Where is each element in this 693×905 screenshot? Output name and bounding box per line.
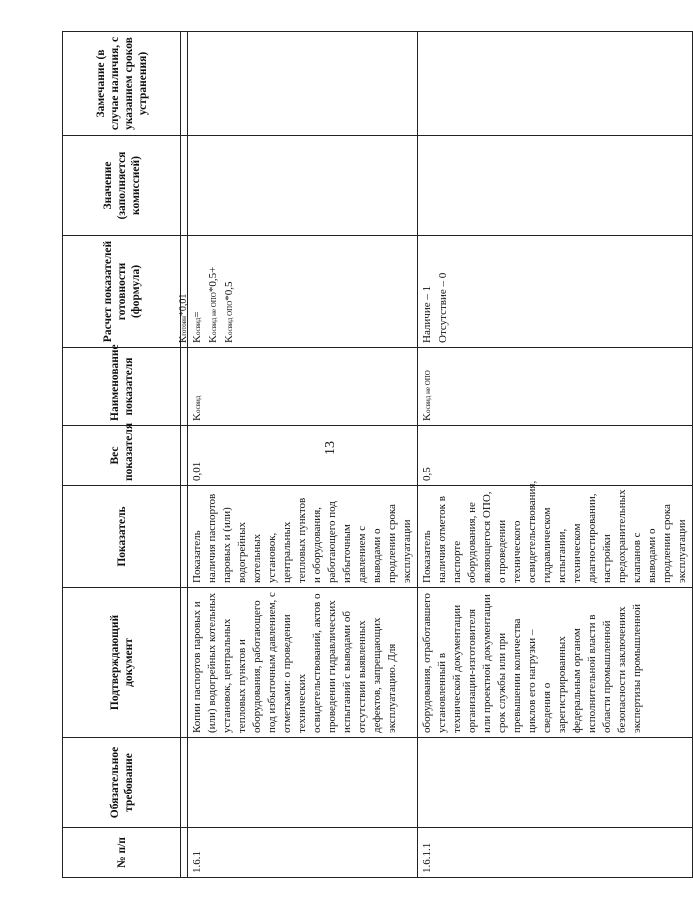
formula-line [420,240,436,343]
cell [181,426,188,486]
row-indicator: Показатель наличия отметок в паспорте оборудования, не являющегося ОПО, о проведении технического освидетельствования, гидравлическом испытании, техническом диагностировании, настройки предохранительных клапанов с выводами о продлении срока эксплуатации [418,486,693,588]
header-note: Замечание (в случае наличия, с указанием сроков устранения) [63,32,181,136]
header-formula: Расчет показателей готовности (формула) [63,236,181,348]
top-row [181,32,188,878]
top-formula-sub: готовн [180,316,188,336]
formula-sub: освид ОПО [226,300,234,336]
rotated-table-wrapper [62,32,688,878]
row-value [188,136,418,236]
formula-tail: Наличие – 1 [421,285,433,343]
top-formula-tail: *0,01 [178,293,189,317]
formula-main: K [191,335,203,343]
top-formula [178,236,189,348]
row-weight: 0,01 [188,426,418,486]
formula-main: K [223,335,235,343]
name-sub: освид [194,395,202,414]
formula-main: K [207,335,219,343]
formula-tail: *0,5+ [207,266,219,293]
name-sub: освид не ОПО [424,370,432,414]
name-main: K [191,413,203,421]
formula-tail: *0,5 [223,281,235,301]
header-row [63,32,181,878]
row-requirement [188,738,418,828]
formula-sub: освид не ОПО [210,292,218,336]
row-note [418,32,693,136]
top-formula-main: K [178,335,189,343]
header-name: Наименование показателя [63,348,181,426]
formula-sub: освид [194,317,202,336]
formula-line [190,240,206,343]
formula-tail: = [191,311,203,318]
cell [181,738,188,828]
header-requirement: Обязательное требование [63,738,181,828]
row-note [188,32,418,136]
formula-line [222,240,238,343]
cell [181,828,188,878]
formula-line [206,240,222,343]
readiness-table [62,31,693,878]
header-num: № п/п [63,828,181,878]
row-formula [188,236,418,348]
cell [181,486,188,588]
name-main: K [421,413,433,421]
table-row [418,32,693,878]
header-value: Значение (заполняется комиссией) [63,136,181,236]
row-name [418,348,693,426]
formula-line [436,240,452,343]
header-weight: Вес показателя [63,426,181,486]
row-requirement [418,738,693,828]
row-formula [418,236,693,348]
cell [181,136,188,236]
header-indicator: Показатель [63,486,181,588]
row-value [418,136,693,236]
row-weight: 0,5 [418,426,693,486]
row-num: 1.6.1 [188,828,418,878]
header-document: Подтверждающий документ [63,588,181,738]
page-number: 13 [323,441,338,455]
row-document: оборудования, отработавшего установленный в технической документации организации-изготовителя или проектной документации срок службы или при превышении количества циклов его нагрузки – сведения о зарегистрированных федеральным органом исполнительной власти в области промышленной безопасности заключениях экспертизы промышленной [418,588,693,738]
cell [181,348,188,426]
row-num: 1.6.1.1 [418,828,693,878]
table-row [188,32,418,878]
row-document: Копии паспортов паровых и (или) водогрейных котельных установок, центральных тепловых пунктов и оборудования, работающего под избыточным давлением, с отметками: о проведении технических освидетельствований, актов о проведении гидравлических испытаний с выводами об отсутствии выявленных дефектов, запрещающих эксплуатацию. Для [188,588,418,738]
row-indicator: Показатель наличия паспортов паровых и (или) водогрейных котельных установок, центральных тепловых пунктов и оборудования, работающего под избыточным давлением с выводами о продлении срока эксплуатации [188,486,418,588]
formula-tail: Отсутствие – 0 [437,272,449,343]
row-name [188,348,418,426]
cell [181,32,188,136]
cell [181,588,188,738]
